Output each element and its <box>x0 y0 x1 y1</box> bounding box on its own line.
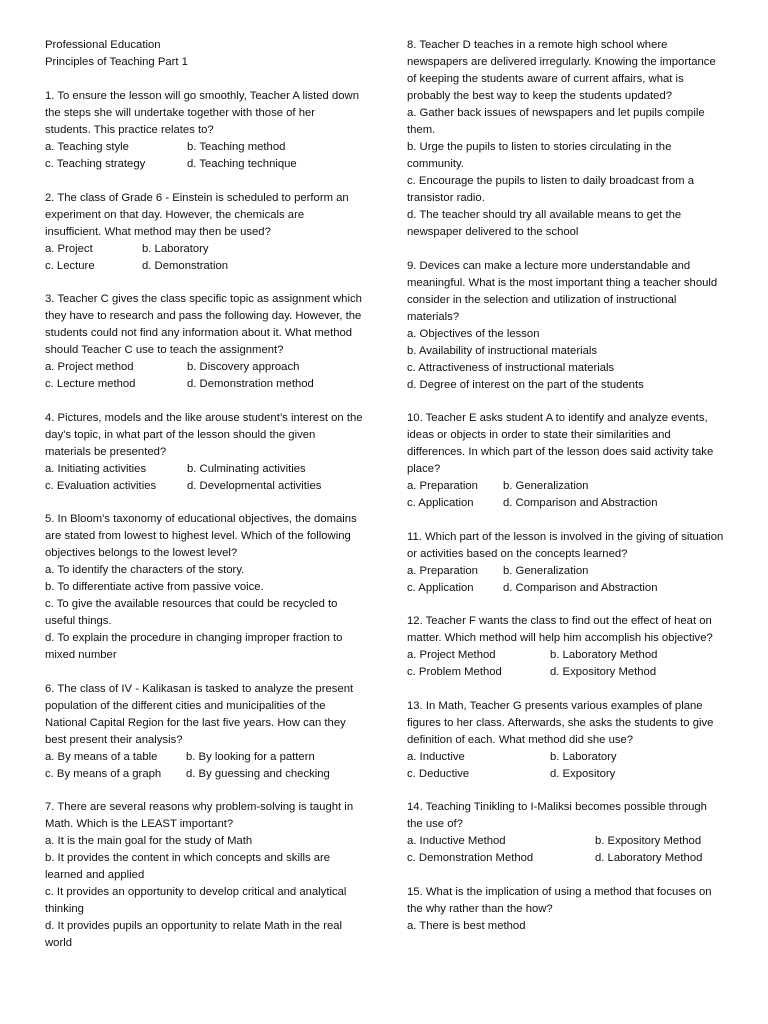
option-d: d. The teacher should try all available means to get the newspaper delivered to the school <box>407 209 682 238</box>
question-3 <box>45 291 363 393</box>
option-a: a. Preparation <box>407 564 478 577</box>
option-c: c. Teaching strategy <box>45 158 146 170</box>
option-c: c. Application <box>407 581 474 594</box>
answer-options <box>407 478 725 512</box>
answer-options <box>45 139 363 173</box>
answer-options <box>407 647 725 681</box>
question-text: 2. The class of Grade 6 - Einstein is scheduled to perform an experiment on that day. However, the chemicals are insufficient. What method may then be used? <box>45 191 349 238</box>
option-a: a. Teaching style <box>45 141 129 153</box>
question-text: 7. There are several reasons why problem-solving is taught in Math. Which is the LEAST important? <box>45 801 354 830</box>
option-a: a. Project Method <box>407 649 496 661</box>
option-a: a. Project method <box>45 361 134 373</box>
option-d: d. Teaching technique <box>187 158 297 170</box>
question-14 <box>407 799 725 867</box>
question-text: 5. In Bloom's taxonomy of educational objectives, the domains are stated from lowest to highest level. Which of the following objectives belongs to the lowest level? <box>45 513 357 559</box>
document-subject: Professional Education <box>45 39 161 51</box>
option-b: b. Generalization <box>503 480 589 492</box>
option-b: b. Discovery approach <box>187 361 300 373</box>
answer-options <box>407 833 725 867</box>
answer-options <box>45 461 363 495</box>
option-b: b. Urge the pupils to listen to stories circulating in the community. <box>407 141 672 170</box>
option-d: d. Developmental activities <box>187 479 322 492</box>
option-c: c. Encourage the pupils to listen to daily broadcast from a transistor radio. <box>407 175 694 204</box>
right-column <box>407 37 725 951</box>
answer-options <box>407 563 725 597</box>
answer-options <box>407 105 725 241</box>
option-c: c. Application <box>407 497 474 509</box>
option-d: d. Degree of interest on the part of the students <box>407 378 644 391</box>
question-4 <box>45 410 363 495</box>
option-a: a. Inductive Method <box>407 835 506 847</box>
option-d: d. It provides pupils an opportunity to relate Math in the real world <box>45 920 343 949</box>
question-15 <box>407 884 725 935</box>
answer-options <box>407 749 725 783</box>
document-title: Principles of Teaching Part 1 <box>45 56 188 68</box>
option-a: a. To identify the characters of the story. <box>45 564 245 576</box>
option-c: c. Evaluation activities <box>45 479 157 492</box>
option-c: c. To give the available resources that could be recycled to useful things. <box>45 598 338 627</box>
option-a: a. Project <box>45 242 93 255</box>
answer-options <box>45 562 363 664</box>
option-b: b. Availability of instructional materials <box>407 344 598 357</box>
question-5 <box>45 511 363 664</box>
left-column <box>45 37 363 969</box>
option-d: d. Comparison and Abstraction <box>503 497 658 509</box>
question-2 <box>45 190 363 275</box>
option-d: d. By guessing and checking <box>186 767 330 780</box>
question-text: 14. Teaching Tinikling to I-Maliksi becomes possible through the use of? <box>407 801 707 830</box>
question-text: 3. Teacher C gives the class specific topic as assignment which they have to research and pass the following day. However, the students could not find any information about it. What method should Teacher C use to teach the assignment? <box>45 293 362 356</box>
option-b: b. Laboratory <box>142 242 209 255</box>
option-a: a. It is the main goal for the study of Math <box>45 835 253 847</box>
question-text: 15. What is the implication of using a method that focuses on the why rather than the how? <box>407 885 712 915</box>
option-c: c. Problem Method <box>407 666 502 678</box>
answer-options <box>45 241 363 275</box>
option-b: b. Culminating activities <box>187 462 306 475</box>
question-12 <box>407 613 725 681</box>
option-b: b. By looking for a pattern <box>186 750 315 763</box>
option-c: c. By means of a graph <box>45 767 162 780</box>
option-b: b. Teaching method <box>187 141 286 153</box>
option-c: c. It provides an opportunity to develop critical and analytical thinking <box>45 886 347 915</box>
option-d: d. Expository <box>550 767 616 780</box>
option-d: d. To explain the procedure in changing improper fraction to mixed number <box>45 632 343 661</box>
question-10 <box>407 410 725 512</box>
question-text: 4. Pictures, models and the like arouse student’s interest on the day's topic, in what part of the lesson should the given materials be presented? <box>45 411 363 458</box>
question-1 <box>45 88 363 173</box>
option-a: a. There is best method <box>407 919 526 932</box>
question-9 <box>407 258 725 394</box>
answer-options <box>45 833 363 952</box>
answer-options <box>45 359 363 393</box>
question-7 <box>45 799 363 952</box>
option-c: c. Demonstration Method <box>407 852 534 864</box>
option-a: a. By means of a table <box>45 750 158 763</box>
option-b: b. To differentiate active from passive voice. <box>45 581 264 593</box>
option-a: a. Inductive <box>407 750 465 763</box>
option-d: d. Comparison and Abstraction <box>503 581 658 594</box>
question-8 <box>407 37 725 241</box>
question-text: 12. Teacher F wants the class to find out the effect of heat on matter. Which method will help him accomplish his objective? <box>407 615 713 644</box>
answer-options <box>407 918 725 935</box>
answer-options <box>45 749 363 783</box>
option-b: b. Laboratory Method <box>550 649 658 661</box>
option-b: b. It provides the content in which concepts and skills are learned and applied <box>45 852 331 881</box>
question-text: 11. Which part of the lesson is involved in the giving of situation or activities based on the concepts learned? <box>407 530 724 560</box>
option-a: a. Gather back issues of newspapers and let pupils compile them. <box>407 107 705 136</box>
option-b: b. Laboratory <box>550 750 617 763</box>
option-c: c. Attractiveness of instructional materials <box>407 361 615 374</box>
option-c: c. Deductive <box>407 767 470 780</box>
question-13 <box>407 698 725 783</box>
option-d: d. Laboratory Method <box>595 852 703 864</box>
question-text: 13. In Math, Teacher G presents various examples of plane figures to her class. Afterwards, she asks the students to give definition of each. What method did she use? <box>407 699 714 746</box>
option-b: b. Generalization <box>503 564 589 577</box>
question-text: 9. Devices can make a lecture more understandable and meaningful. What is the most important thing a teacher should consider in the selection and utilization of instructional materials? <box>407 259 718 323</box>
question-text: 1. To ensure the lesson will go smoothly, Teacher A listed down the steps she will undertake together with those of her students. This practice relates to? <box>45 90 359 136</box>
option-b: b. Expository Method <box>595 835 702 847</box>
question-text: 8. Teacher D teaches in a remote high school where newspapers are delivered irregularly. Knowing the importance of keeping the students aware of current affairs, what is probably the best way to keep the students updated? <box>407 39 716 102</box>
question-11 <box>407 529 725 597</box>
question-text: 10. Teacher E asks student A to identify and analyze events, ideas or objects in order to state their similarities and differences. In which part of the lesson does said activity take place? <box>407 412 714 475</box>
option-a: a. Initiating activities <box>45 462 147 475</box>
option-c: c. Lecture method <box>45 378 136 390</box>
option-d: d. Expository Method <box>550 666 657 678</box>
option-a: a. Objectives of the lesson <box>407 327 540 340</box>
option-d: d. Demonstration <box>142 259 229 272</box>
option-c: c. Lecture <box>45 259 95 272</box>
question-6 <box>45 681 363 783</box>
option-d: d. Demonstration method <box>187 378 314 390</box>
answer-options <box>407 326 725 394</box>
question-text: 6. The class of IV - Kalikasan is tasked to analyze the present population of the different cities and municipalities of the National Capital Region for the last five years. How can they best present their analysis? <box>45 682 354 746</box>
option-a: a. Preparation <box>407 480 478 492</box>
